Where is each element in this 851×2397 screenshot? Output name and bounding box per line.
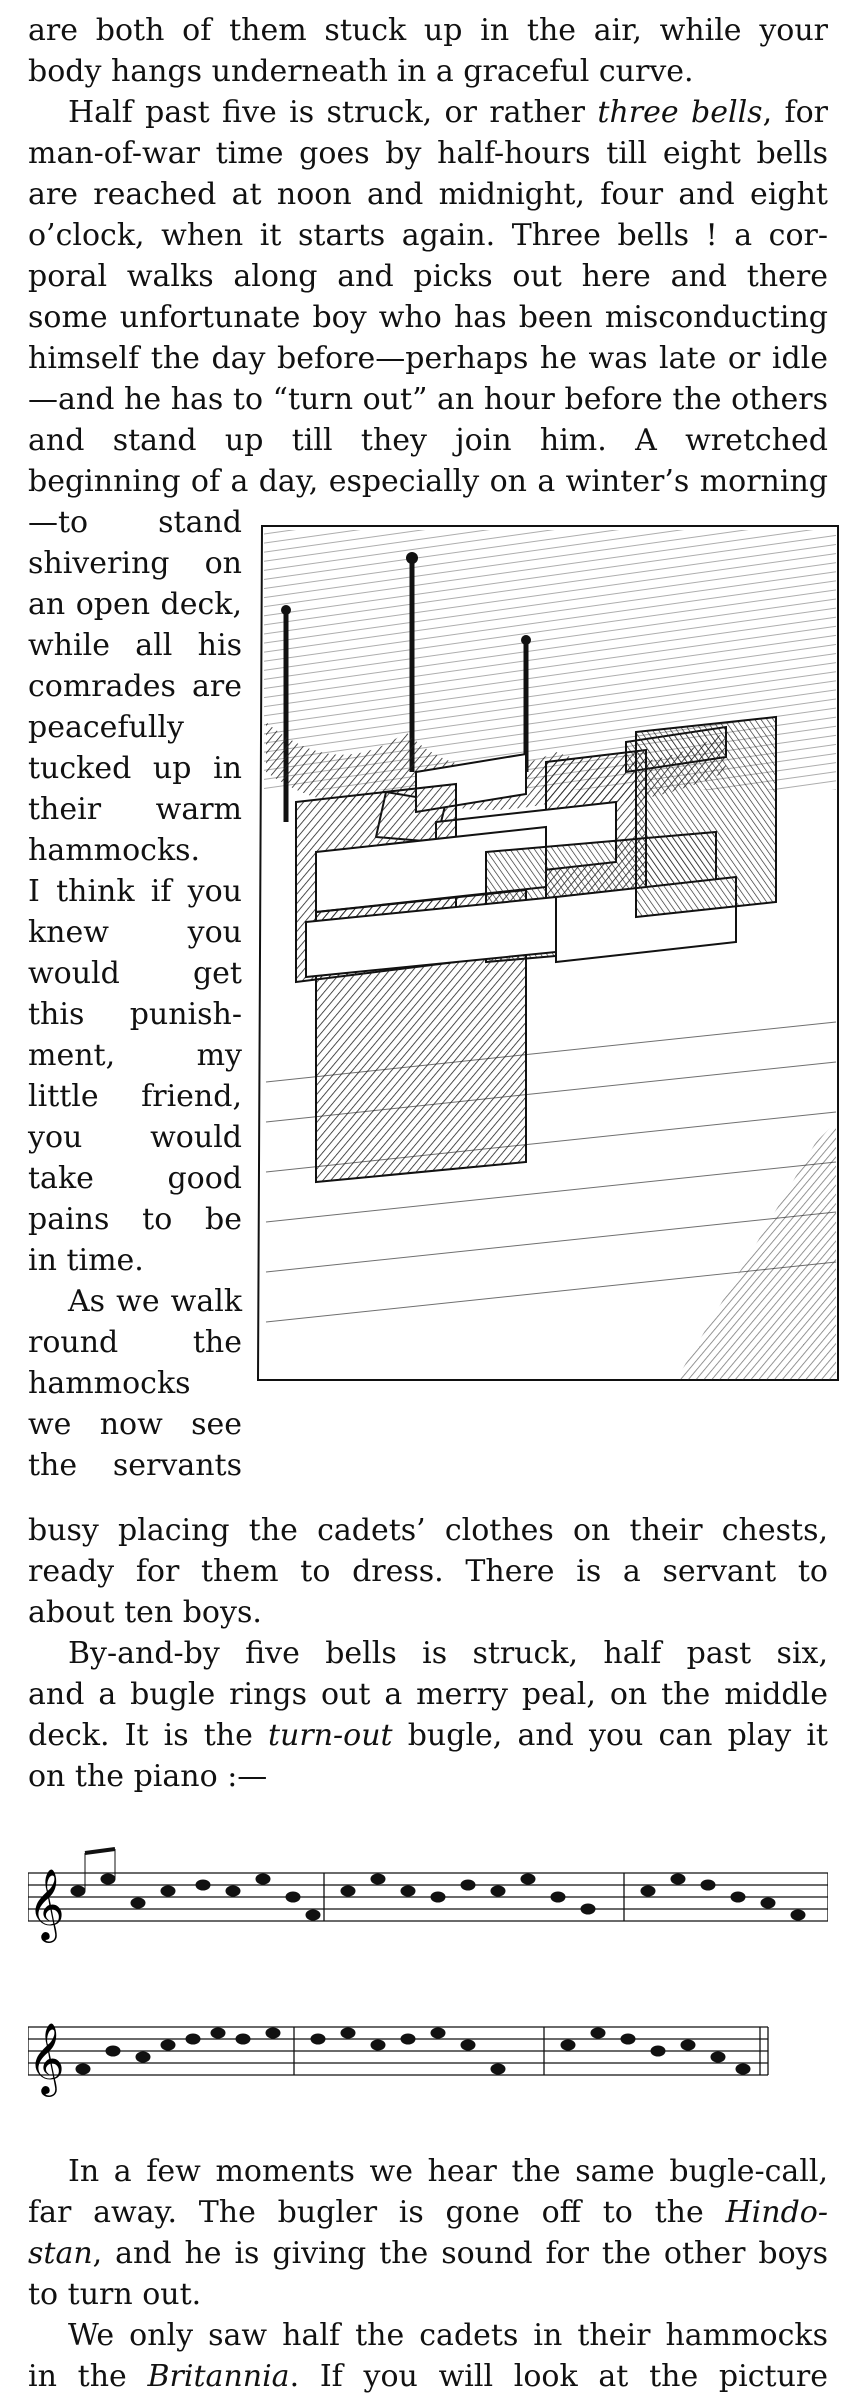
paragraph-line: body hangs underneath in a graceful curve. [28, 54, 694, 89]
paragraph-line: and stand up till they join him. A wretched [28, 423, 828, 458]
paragraph-line: We only saw half the cadets in their hammocks [68, 2318, 828, 2353]
paragraph-line: busy placing the cadets’ clothes on their chests, [28, 1513, 828, 1548]
paragraph-line: In a few moments we hear the same bugle-call, [68, 2154, 828, 2189]
paragraph-line: and a bugle rings out a merry peal, on the middle [28, 1677, 828, 1712]
paragraph-line: man-of-war time goes by half-hours till eight bells [28, 136, 828, 171]
narrow-line: As we walk [68, 1284, 242, 1319]
narrow-line: shivering on [28, 546, 242, 581]
paragraph-line: beginning of a day, especially on a winter’s morning [28, 464, 828, 499]
narrow-line: their warm [28, 792, 242, 827]
text-wrap-around-figure [28, 502, 828, 1510]
narrow-line: while all his [28, 628, 242, 663]
narrow-line: the servants [28, 1448, 242, 1483]
music-staff-1 [28, 1833, 828, 1983]
paragraph-line: o’clock, when it starts again. Three bells ! a cor- [28, 218, 828, 253]
music-staff-2 [28, 1987, 828, 2137]
narrow-line: peacefully [28, 710, 184, 745]
treble-clef-icon: 𝄞 [28, 2021, 65, 2094]
narrow-line: hammocks [28, 1366, 191, 1401]
narrow-line: round the [28, 1325, 242, 1360]
narrow-line: in time. [28, 1243, 144, 1278]
paragraph-line: in the Britannia. If you will look at the picture [28, 2359, 829, 2394]
narrow-line: —to stand [28, 505, 242, 540]
paragraph-line: are reached at noon and midnight, four and eight [28, 177, 828, 212]
narrow-column [28, 502, 242, 1486]
narrow-line: hammocks. [28, 833, 201, 868]
paragraph-line: poral walks along and picks out here and there [28, 259, 828, 294]
narrow-line: ment, my [28, 1038, 242, 1073]
paragraph-line: on the piano :— [28, 1759, 268, 1794]
narrow-line: little friend, [28, 1079, 242, 1114]
paragraph-line: far away. The bugler is gone off to the Hindo- [28, 2195, 828, 2230]
paragraph-line: —and he has to “turn out” an hour before the others [28, 382, 828, 417]
treble-clef-icon: 𝄞 [28, 1867, 65, 1940]
narrow-line: you would [28, 1120, 242, 1155]
narrow-line: pains to be [28, 1202, 242, 1237]
music-score [28, 1833, 828, 2141]
narrow-line: would get [28, 956, 242, 991]
narrow-line: this punish- [28, 997, 242, 1032]
hammocks-illustration [256, 522, 840, 1384]
paragraph-line: Half past five is struck, or rather three bells, for [68, 95, 828, 130]
document-page [28, 10, 828, 2397]
narrow-line: I think if you [28, 874, 242, 909]
narrow-line: tucked up in [28, 751, 242, 786]
narrow-line: take good [28, 1161, 242, 1196]
paragraph-line: about ten boys. [28, 1595, 262, 1630]
paragraph-line: By-and-by five bells is struck, half past six, [68, 1636, 828, 1671]
paragraph-line: stan, and he is giving the sound for the other boys [28, 2236, 828, 2271]
paragraph-line: some unfortunate boy who has been misconducting [28, 300, 828, 335]
paragraph-line: himself the day before—perhaps he was late or idle [28, 341, 828, 376]
narrow-line: comrades are [28, 669, 242, 704]
narrow-line: we now see [28, 1407, 242, 1442]
paragraph-line: ready for them to dress. There is a servant to [28, 1554, 828, 1589]
paragraph-line: are both of them stuck up in the air, while your [28, 13, 828, 48]
paragraph-line: to turn out. [28, 2277, 202, 2312]
narrow-line: an open deck, [28, 587, 242, 622]
paragraph-line: deck. It is the turn-out bugle, and you can play it [28, 1718, 828, 1753]
narrow-line: knew you [28, 915, 242, 950]
